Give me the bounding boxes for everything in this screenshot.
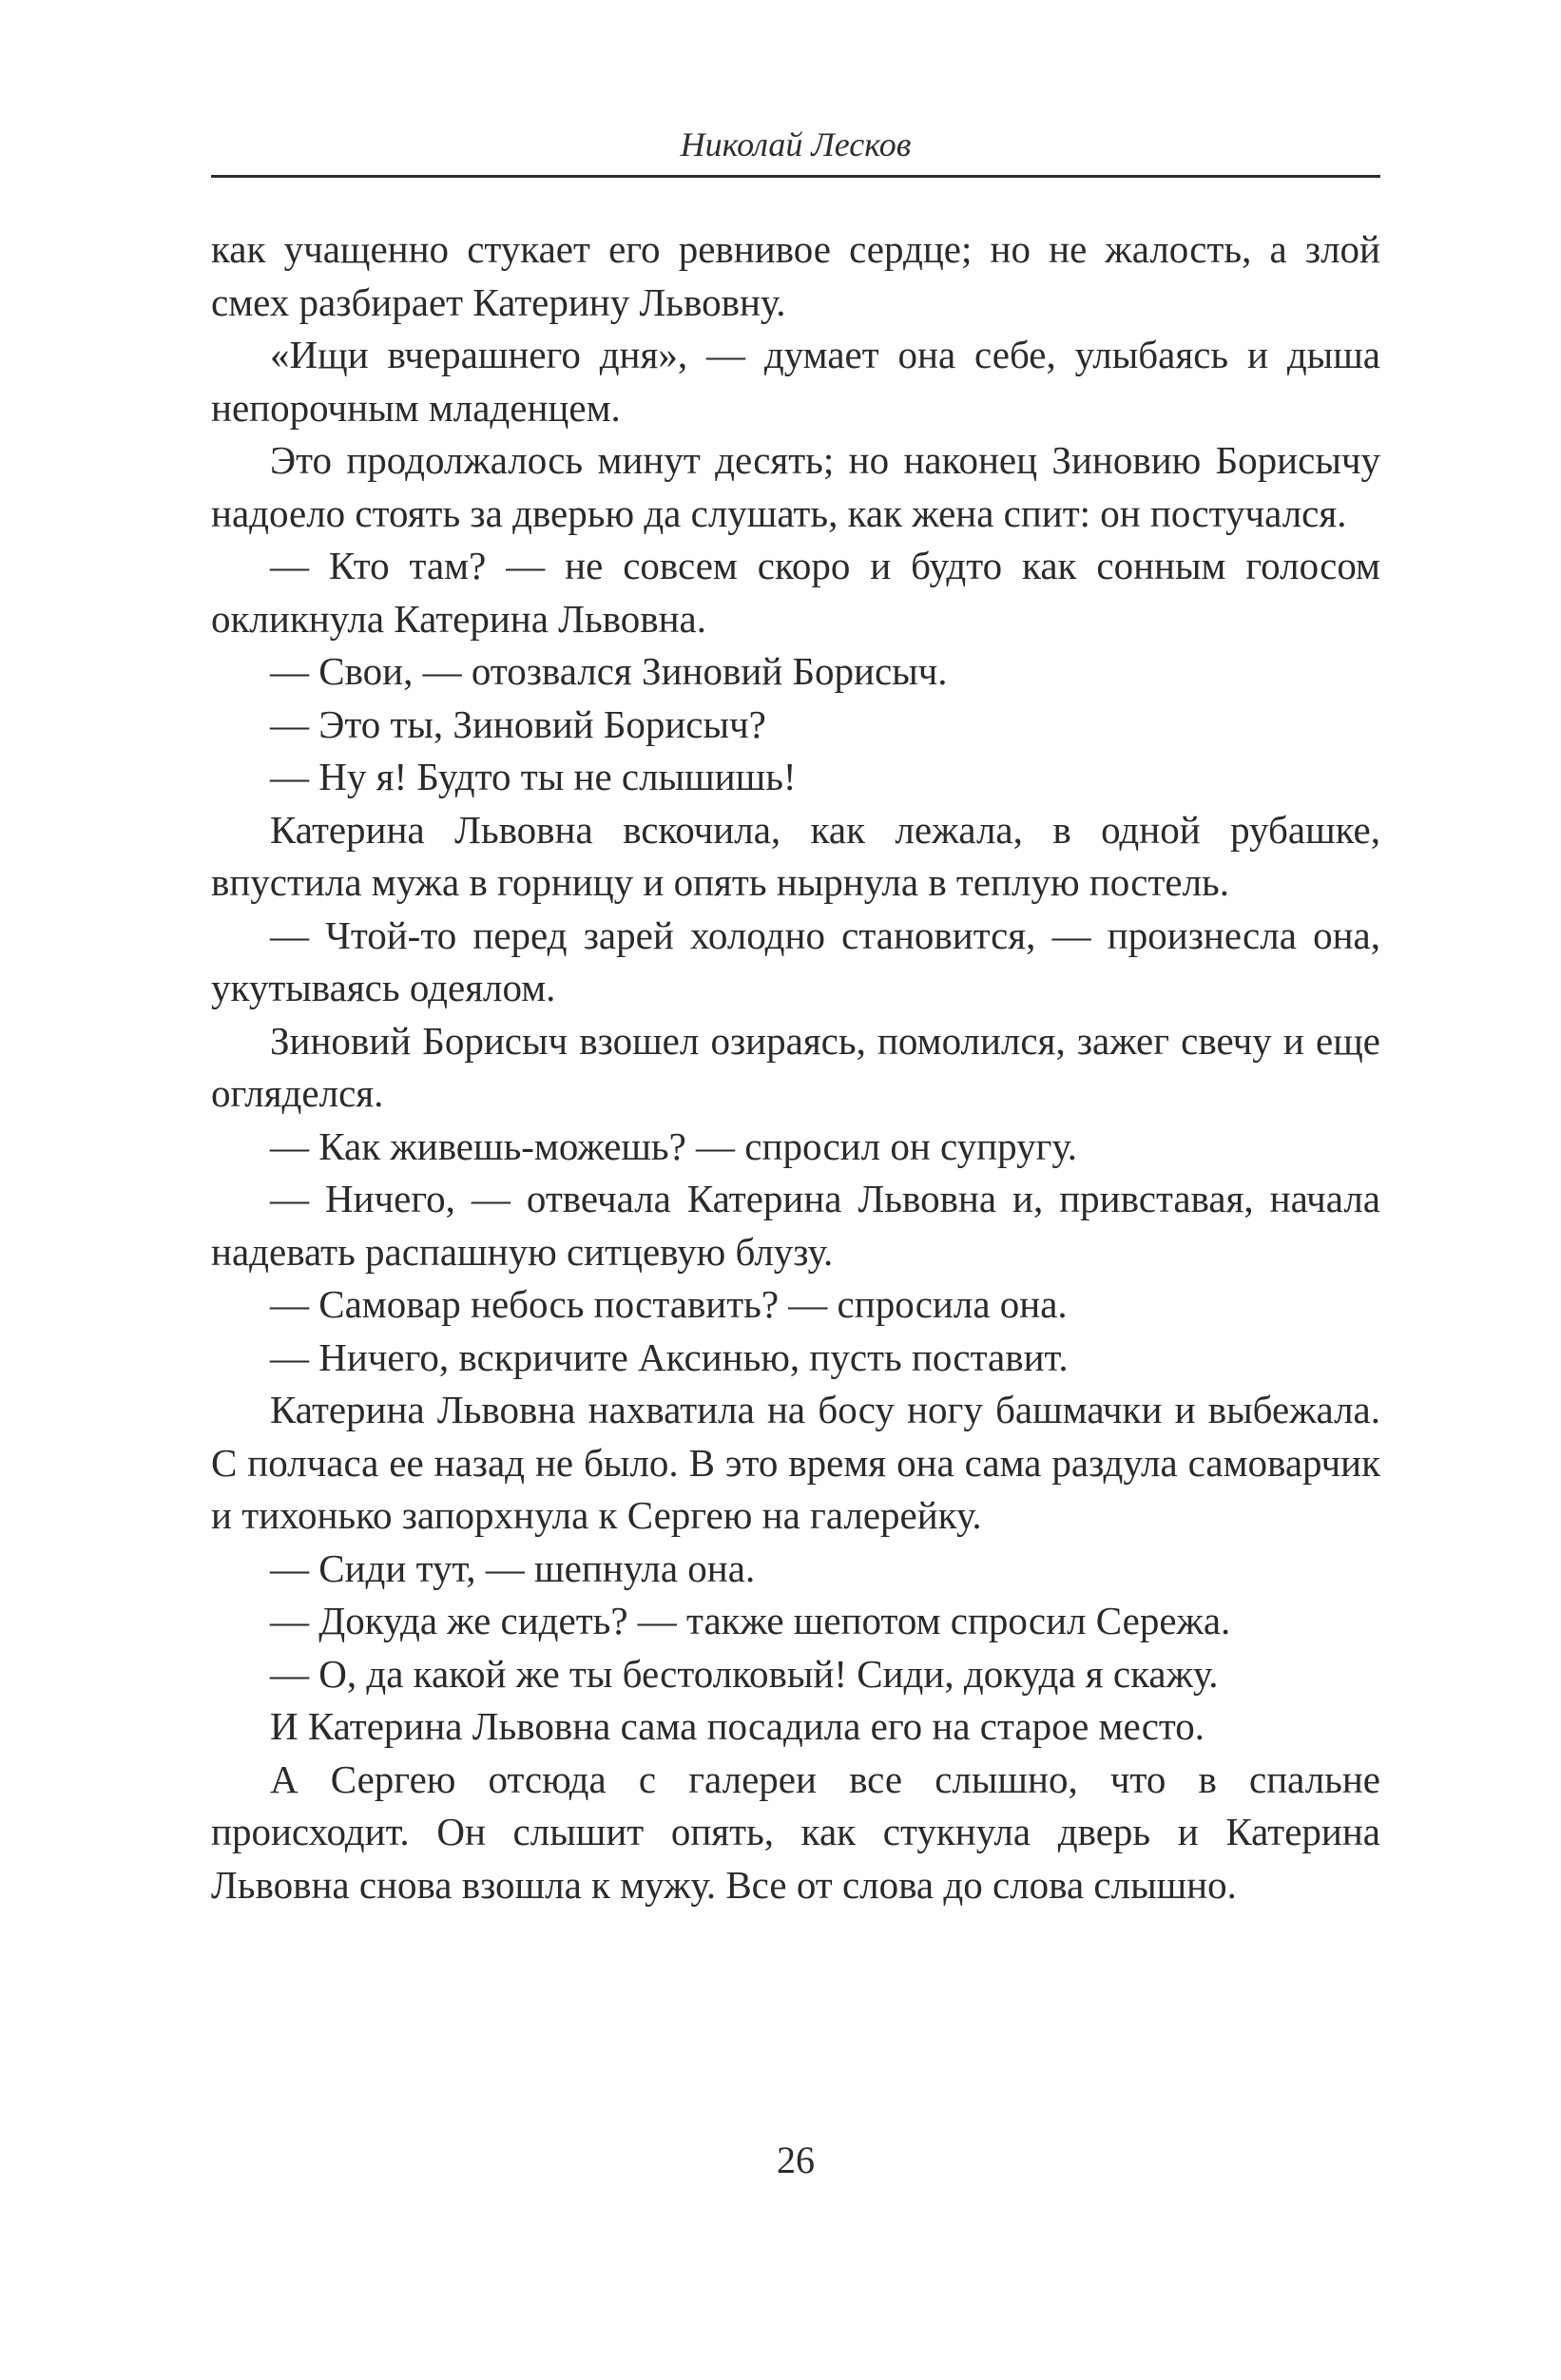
- paragraph: Катерина Львовна вскочила, как лежала, в одной рубашке, впустила мужа в горницу и опять нырнула в теплую постель.: [211, 807, 1380, 904]
- running-head-author: Николай Лесков: [680, 125, 912, 163]
- dialogue-line: — Свои, — отозвался Зиновий Борисыч.: [270, 649, 948, 693]
- dialogue-line: — Ничего, — отвечала Катерина Львовна и, привставая, начала надевать распашную ситцевую блузу.: [211, 1177, 1380, 1274]
- body-text: [211, 223, 1380, 1911]
- dialogue-line: — Это ты, Зиновий Борисыч?: [270, 701, 766, 746]
- page-number: 26: [777, 2139, 815, 2181]
- dialogue-line: — Кто там? — не совсем скоро и будто как сонным голосом окликнула Катерина Львовна.: [211, 544, 1380, 641]
- dialogue-line: — Как живешь-можешь? — спросил он супругу.: [270, 1123, 1078, 1168]
- paragraph: Зиновий Борисыч взошел озираясь, помолился, зажег свечу и еще огляделся.: [211, 1018, 1380, 1115]
- paragraph: как учащенно стукает его ревнивое сердце; но не жалость, а злой смех разбирает Катерину Львовну.: [211, 227, 1380, 324]
- paragraph: «Ищи вчерашнего дня», — думает она себе, улыбаясь и дыша непорочным младенцем.: [211, 333, 1380, 430]
- header-rule: [211, 175, 1380, 178]
- dialogue-line: — Чтой-то перед зарей холодно становится, — произнесла она, укутываясь одеялом.: [211, 912, 1380, 1009]
- paragraph: Катерина Львовна нахватила на босу ногу башмачки и выбежала. С полчаса ее назад не было. В это время она сама раздула самоварчик и тихонько запорхнула к Сергею на галерейку.: [211, 1388, 1380, 1537]
- dialogue-line: — Самовар небось поставить? — спросила она.: [270, 1282, 1068, 1326]
- paragraph: А Сергею отсюда с галереи все слышно, что в спальне происходит. Он слышит опять, как стукнула дверь и Катерина Львовна снова взошла к мужу. Все от слова до слова слышно.: [211, 1756, 1380, 1907]
- paragraph: Это продолжалось минут десять; но наконец Зиновию Борисычу надоело стоять за дверью да слушать, как жена спит: он постучался.: [211, 438, 1380, 535]
- dialogue-line: — Ну я! Будто ты не слышишь!: [270, 755, 797, 798]
- dialogue-line: — Сиди тут, — шепнула она.: [270, 1545, 756, 1590]
- dialogue-line: — Ничего, вскричите Аксинью, пусть поставит.: [270, 1334, 1069, 1379]
- dialogue-line: — Докуда же сидеть? — также шепотом спросил Сережа.: [270, 1599, 1231, 1642]
- paragraph: И Катерина Львовна сама посадила его на старое место.: [270, 1704, 1205, 1748]
- dialogue-line: — О, да какой же ты бестолковый! Сиди, докуда я скажу.: [270, 1651, 1219, 1696]
